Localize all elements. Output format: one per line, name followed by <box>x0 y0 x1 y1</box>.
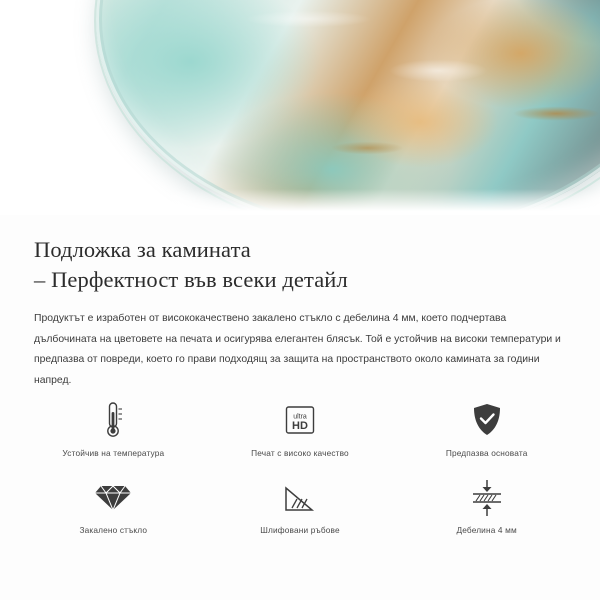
hero-bottom-fade <box>0 189 600 215</box>
feature-grid <box>20 398 580 536</box>
feature-item-tempered-glass <box>20 475 207 536</box>
headline-line-1: Подложка за камината <box>34 237 251 262</box>
svg-text:ultra: ultra <box>293 413 307 421</box>
feature-label: Устойчив на температура <box>62 448 165 458</box>
headline-line-2: – Перфектност във всеки детайл <box>34 267 348 292</box>
polished-edges-icon <box>283 475 317 519</box>
svg-text:HD: HD <box>292 420 308 432</box>
feature-item-print-quality <box>207 398 394 459</box>
feature-item-temperature <box>20 398 207 459</box>
thermometer-icon <box>100 398 126 442</box>
feature-label: Шлифовани ръбове <box>260 525 340 535</box>
description-paragraph: Продуктът е изработен от висококачествено закалено стъкло с дебелина 4 мм, което подчертава дълбочината на цветовете на печата и осигурява елегантен блясък. Той е устойчив на високи температури и предпазва от повреди, което го прави подходящ за защита на пространството около камината за години напред. <box>34 313 561 386</box>
feature-label: Закалено стъкло <box>79 525 148 535</box>
feature-item-thickness <box>393 475 580 536</box>
feature-label: Дебелина 4 мм <box>456 525 517 535</box>
feature-label: Печат с високо качество <box>251 448 349 458</box>
thickness-arrows-icon <box>467 475 507 519</box>
diamond-icon <box>94 475 132 519</box>
page-title <box>34 235 564 295</box>
feature-item-surface-protection <box>393 398 580 459</box>
feature-label: Предпазва основата <box>445 448 528 458</box>
glass-mat-product-photo <box>96 0 600 215</box>
ultra-hd-icon <box>282 398 318 442</box>
text-content <box>0 215 600 391</box>
feature-item-polished-edges <box>207 475 394 536</box>
hero-image <box>0 0 600 215</box>
shield-check-icon <box>470 398 504 442</box>
